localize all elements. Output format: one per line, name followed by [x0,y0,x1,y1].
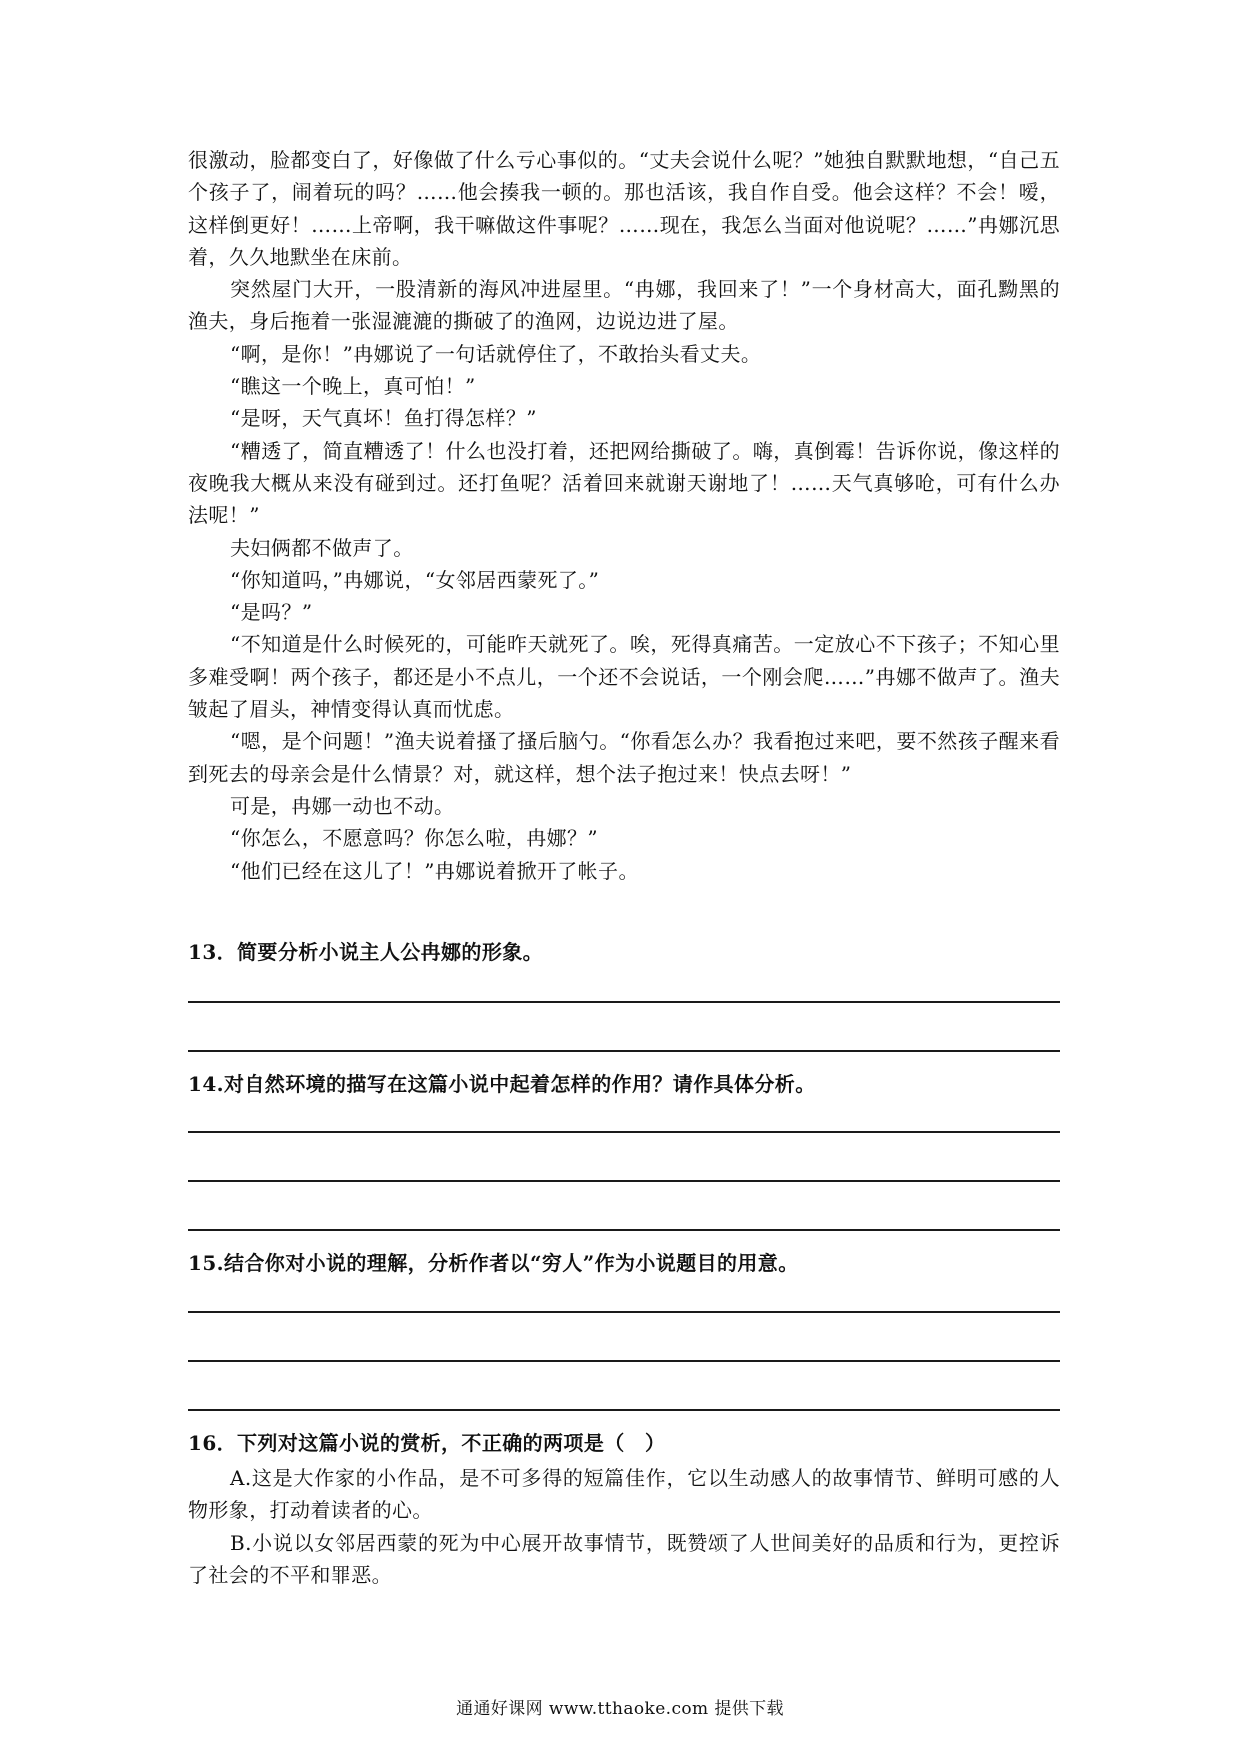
story-paragraph: “啊，是你！”冉娜说了一句话就停住了，不敢抬头看丈夫。 [230,341,762,366]
question-16: 16．下列对这篇小说的赏析，不正确的两项是（ ） [188,1431,666,1455]
answer-line[interactable] [188,1050,1060,1052]
story-paragraph: “是吗？” [230,600,313,625]
question-16-options [188,1462,1060,1591]
story-paragraph: “你怎么，不愿意吗？你怎么啦，冉娜？” [230,826,599,851]
answer-line[interactable] [188,1131,1060,1133]
story-paragraph: 突然屋门大开，一股清新的海风冲进屋里。“冉娜，我回来了！”一个身材高大，面孔黝黑的渔夫，身后拖着一张湿漉漉的撕破了的渔网，边说边进了屋。 [188,277,1060,334]
option-b: B.小说以女邻居西蒙的死为中心展开故事情节，既赞颂了人世间美好的品质和行为，更控诉了社会的不平和罪恶。 [188,1530,1060,1587]
question-13: 13．简要分析小说主人公冉娜的形象。 [188,940,544,964]
story-paragraph: 夫妇俩都不做声了。 [230,535,414,560]
answer-line[interactable] [188,1409,1060,1411]
answer-line[interactable] [188,1180,1060,1182]
answer-line[interactable] [188,1229,1060,1231]
page-footer: 通通好课网 www.tthaoke.com 提供下载 [456,1699,784,1719]
answer-line[interactable] [188,1001,1060,1003]
story-paragraph: “糟透了，简直糟透了！什么也没打着，还把网给撕破了。嗨，真倒霉！告诉你说，像这样的夜晚我大概从来没有碰到过。还打鱼呢？活着回来就谢天谢地了！……天气真够呛，可有什么办法呢！” [188,438,1060,528]
story-paragraph: “不知道是什么时候死的，可能昨天就死了。唉，死得真痛苦。一定放心不下孩子；不知心里多难受啊！两个孩子，都还是小不点儿，一个还不会说话，一个刚会爬……”冉娜不做声了。渔夫皱起了眉头，神情变得认真而忧虑。 [188,632,1060,722]
story-paragraph: “是呀，天气真坏！鱼打得怎样？” [230,406,537,431]
story-paragraph: 很激动，脸都变白了，好像做了什么亏心事似的。“丈夫会说什么呢？”她独自默默地想，“自己五个孩子了，闹着玩的吗？……他会揍我一顿的。那也活该，我自作自受。他会这样？不会！嗳，这样倒更好！……上帝啊，我干嘛做这件事呢？……现在，我怎么当面对他说呢？……”冉娜沉思着，久久地默坐在床前。 [188,148,1060,269]
answer-line[interactable] [188,1360,1060,1362]
option-a: A.这是大作家的小作品，是不可多得的短篇佳作，它以生动感人的故事情节、鲜明可感的人物形象，打动着读者的心。 [188,1466,1060,1523]
question-14: 14.对自然环境的描写在这篇小说中起着怎样的作用？请作具体分析。 [188,1072,816,1096]
story-paragraph: 可是，冉娜一动也不动。 [230,793,455,818]
story-paragraph: “他们已经在这儿了！”冉娜说着掀开了帐子。 [230,858,639,883]
answer-line[interactable] [188,1311,1060,1313]
story-paragraph: “你知道吗，”冉娜说，“女邻居西蒙死了。” [230,567,600,592]
story-text [188,144,1060,887]
question-15: 15.结合你对小说的理解，分析作者以“穷人”作为小说题目的用意。 [188,1251,799,1275]
story-paragraph: “嗯，是个问题！”渔夫说着搔了搔后脑勺。“你看怎么办？我看抱过来吧，要不然孩子醒来看到死去的母亲会是什么情景？对，就这样，想个法子抱过来！快点去呀！” [188,729,1060,786]
story-paragraph: “瞧这一个晚上，真可怕！” [230,374,476,399]
